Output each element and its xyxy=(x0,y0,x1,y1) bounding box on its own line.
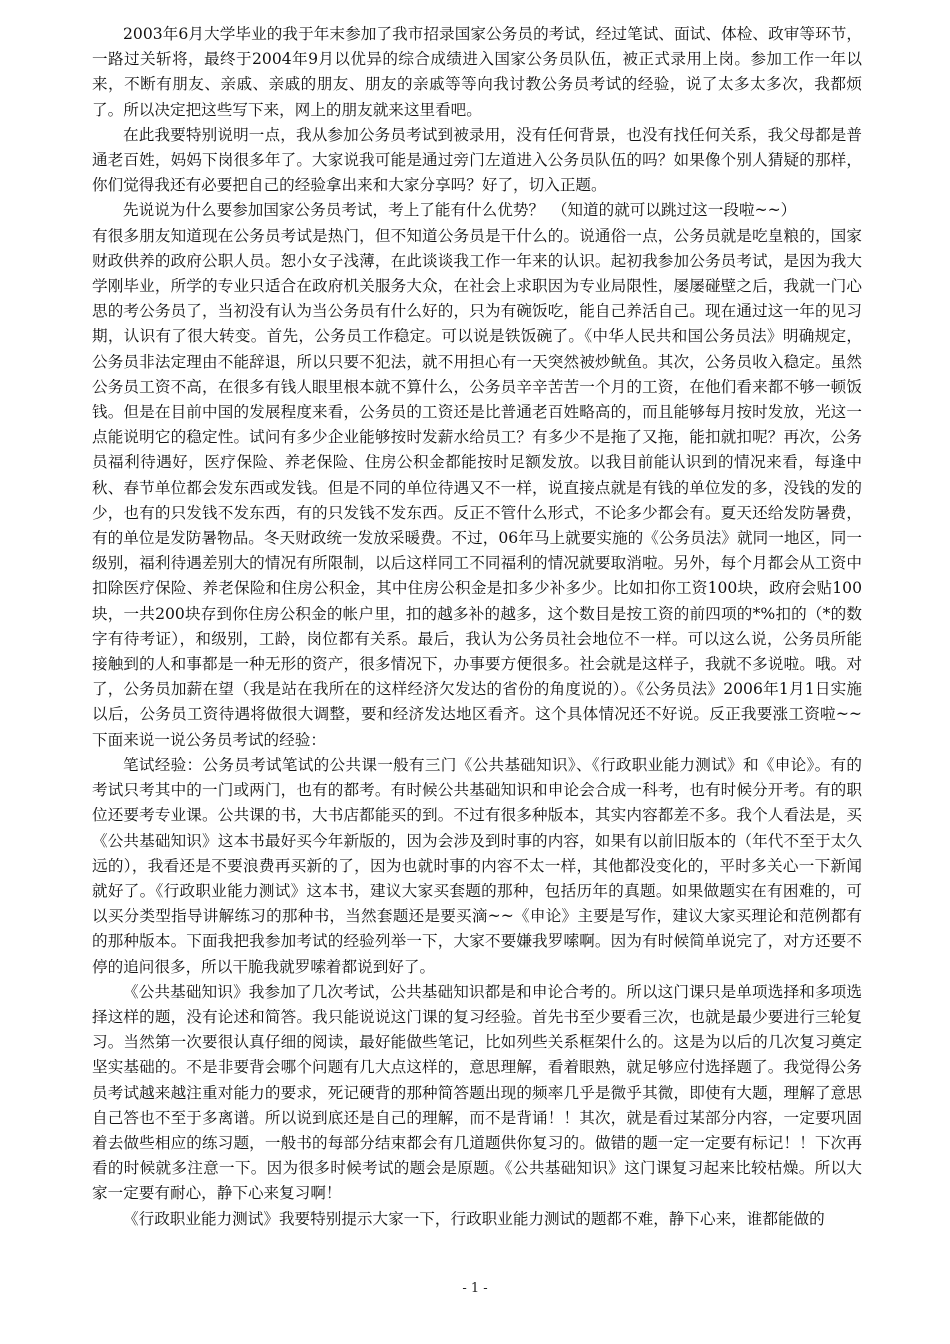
paragraph-public-knowledge: 《公共基础知识》我参加了几次考试，公共基础知识都是和申论合考的。所以这门课只是单项选择和多项选择这样的题，没有论述和简答。我只能说说这门课的复习经验。首先书至少要看三次，也就是最少要进行三轮复习。当然第一次要很认真仔细的阅读，最好能做些笔记，比如列些关系框架什么的。这是为以后的几次复习奠定坚实基础的。不是非要背会哪个问题有几大点这样的，意思理解，看着眼熟，就足够应付选择题了。我觉得公务员考试越来越注重对能力的要求，死记硬背的那种简答题出现的频率几乎是微乎其微，即使有大题，理解了意思自己答也不至于多离谱。所以说到底还是自己的理解，而不是背诵！！其次，就是看过某部分内容，一定要巩固着去做些相应的练习题，一般书的每部分结束都会有几道题供你复习的。做错的题一定一定要有标记！！下次再看的时候就多注意一下。因为很多时候考试的题会是原题。《公共基础知识》这门课复习起来比较枯燥。所以大家一定要有耐心，静下心来复习啊！ xyxy=(92,982,862,1203)
paragraph-intro: 2003年6月大学毕业的我于年末参加了我市招录国家公务员的考试，经过笔试、面试、体检、政审等环节，一路过关斩将，最终于2004年9月以优异的综合成绩进入国家公务员队伍，被正式录用上岗。参加工作一年以来，不断有朋友、亲戚、亲戚的朋友、朋友的亲戚等等向我讨教公务员考试的经验，说了太多太多次，我都烦了。所以决定把这些写下来，网上的朋友就来这里看吧。 xyxy=(92,25,862,119)
paragraph-aptitude-test: 《行政职业能力测试》我要特别提示大家一下，行政职业能力测试的题都不难，静下心来，谁都能做的 xyxy=(123,1209,825,1228)
page-number: - 1 - xyxy=(462,1281,488,1296)
paragraph-background: 在此我要特别说明一点，我从参加公务员考试到被录用，没有任何背景，也没有找任何关系，我父母都是普通老百姓，妈妈下岗很多年了。大家说我可能是通过旁门左道进入公务员队伍的吗？如果像个别人猜疑的那样，你们觉得我还有必要把自己的经验拿出来和大家分享吗？好了，切入正题。 xyxy=(92,125,862,195)
paragraph-advantages: 有很多朋友知道现在公务员考试是热门，但不知道公务员是干什么的。说通俗一点，公务员就是吃皇粮的，国家财政供养的政府公职人员。恕小女子浅薄，在此谈谈我工作一年来的认识。起初我参加公务员考试，是因为我大学刚毕业，所学的专业只适合在政府机关服务大众，在社会上求职因为专业局限性，屡屡碰壁之后，我就一门心思的考公务员了，当初没有认为当公务员有什么好的，只为有碗饭吃，能自己养活自己。现在通过这一年的见习期，认识有了很大转变。首先，公务员工作稳定。可以说是铁饭碗了。《中华人民共和国公务员法》明确规定，公务员非法定理由不能辞退，所以只要不犯法，就不用担心有一天突然被炒鱿鱼。其次，公务员收入稳定。虽然公务员工资不高，在很多有钱人眼里根本就不算什么，公务员辛辛苦苦一个月的工资，在他们看来都不够一顿饭钱。但是在目前中国的发展程度来看，公务员的工资还是比普通老百姓略高的，而且能够每月按时发放，光这一点能说明它的稳定性。试问有多少企业能够按时发薪水给员工？有多少不是拖了又拖，能扣就扣呢？再次，公务员福利待遇好，医疗保险、养老保险、住房公积金都能按时足额发放。以我目前能认识到的情况来看，每逢中秋、春节单位都会发东西或发钱。但是不同的单位待遇又不一样，说直接点就是有钱的单位发的多，没钱的发的少，也有的只发钱不发东西，有的只发钱不发东西。反正不管什么形式，不论多少都会有。夏天还给发防暑费，有的单位是发防暑物品。冬天财政统一发放采暖费。不过，06年马上就要实施的《公务员法》就同一地区，同一级别，福利待遇差别大的情况有所限制，以后这样同工不同福利的情况就要取消啦。另外，每个月都会从工资中扣除医疗保险、养老保险和住房公积金，其中住房公积金是扣多少补多少。比如扣你工资100块，政府会贴100块，一共200块存到你住房公积金的帐户里，扣的越多补的越多，这个数目是按工资的前四项的*%扣的（*的数字有待考证），和级别，工龄，岗位都有关系。最后，我认为公务员社会地位不一样。可以这么说，公务员所能接触到的人和事都是一种无形的资产，很多情况下，办事要方便很多。社会就是这样子，我就不多说啦。哦。对了，公务员加薪在望（我是站在我所在的这样经济欠发达的省份的角度说的）。《公务员法》2006年1月1日实施以后，公务员工资待遇将做很大调整，要和经济发达地区看齐。这个具体情况还不好说。反正我要涨工资啦~~ 下面来说一说公务员考试的经验： xyxy=(92,226,862,749)
paragraph-why-exam-heading: 先说说为什么要参加国家公务员考试，考上了能有什么优势？ （知道的就可以跳过这一段啦~~） xyxy=(123,201,797,220)
document-body xyxy=(92,22,862,1232)
paragraph-written-exam: 笔试经验：公务员考试笔试的公共课一般有三门《公共基础知识》、《行政职业能力测试》和《申论》。有的考试只考其中的一门或两门，也有的都考。有时候公共基础知识和申论会合成一科考，也有时候分开考。有的职位还要考专业课。公共课的书，大书店都能买的到。不过有很多种版本，其实内容都差不多。我个人看法是，买《公共基础知识》这本书最好买今年新版的，因为会涉及到时事的内容，如果有以前旧版本的（年代不至于太久远的），我看还是不要浪费再买新的了，因为也就时事的内容不太一样，其他都没变化的，平时多关心一下新闻就好了。《行政职业能力测试》这本书，建议大家买套题的那种，包括历年的真题。如果做题实在有困难的，可以买分类型指导讲解练习的那种书，当然套题还是要买滴~~《申论》主要是写作，建议大家买理论和范例都有的那种版本。下面我把我参加考试的经验列举一下，大家不要嫌我罗嗦啊。因为有时候简单说完了，对方还要不停的追问很多，所以干脆我就罗嗦着都说到好了。 xyxy=(92,755,862,976)
